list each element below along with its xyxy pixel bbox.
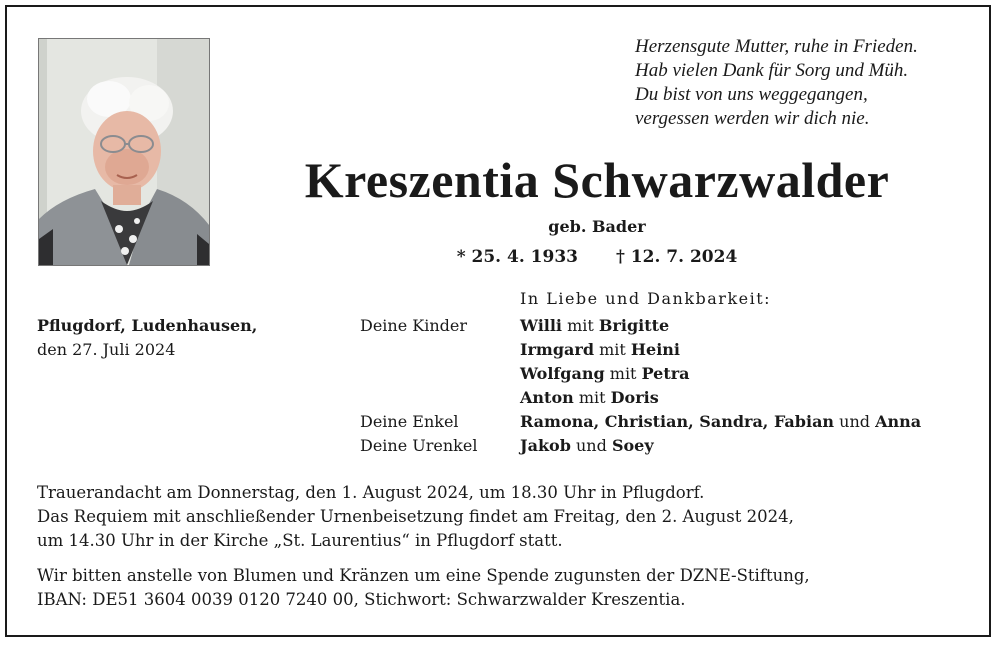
service-line: um 14.30 Uhr in der Kirche „St. Laurentius“ in Pflugdorf statt.: [37, 531, 563, 550]
death-date: † 12. 7. 2024: [616, 247, 738, 267]
donation-line: Wir bitten anstelle von Blumen und Kränzen um eine Spende zugunsten der DZNE-Stiftung,: [37, 566, 810, 585]
child-entry: Willi mit Brigitte: [520, 316, 670, 335]
poem-line: Hab vielen Dank für Sorg und Müh.: [635, 60, 909, 81]
poem: [635, 35, 975, 131]
child-entry: Anton mit Doris: [520, 388, 659, 407]
life-dates: [237, 247, 957, 267]
place-date: den 27. Juli 2024: [37, 340, 176, 359]
donation-line: IBAN: DE51 3604 0039 0120 7240 00, Stichwort: Schwarzwalder Kreszentia.: [37, 590, 686, 609]
deceased-name: Kreszentia Schwarzwalder: [304, 152, 890, 208]
service-line: Das Requiem mit anschließender Urnenbeisetzung findet am Freitag, den 2. August 2024,: [37, 507, 794, 526]
child-entry: Wolfgang mit Petra: [520, 364, 690, 383]
portrait-photo: [38, 38, 210, 266]
children-label: Deine Kinder: [360, 316, 468, 335]
birth-name: geb. Bader: [548, 217, 646, 236]
intro-line: In Liebe und Dankbarkeit:: [520, 289, 772, 308]
grandchildren-label: Deine Enkel: [360, 412, 459, 431]
poem-line: Du bist von uns weggegangen,: [635, 84, 868, 105]
poem-line: Herzensgute Mutter, ruhe in Frieden.: [635, 36, 918, 57]
grandchildren-entry: Ramona, Christian, Sandra, Fabian und Anna: [520, 412, 922, 431]
great-grandchildren-entry: Jakob und Soey: [520, 436, 654, 455]
obituary-card: [5, 5, 991, 637]
portrait-image: [39, 39, 209, 265]
birth-date: * 25. 4. 1933: [456, 247, 578, 267]
great-grandchildren-label: Deine Urenkel: [360, 436, 478, 455]
place-and-date: [37, 314, 257, 362]
service-line: Trauerandacht am Donnerstag, den 1. August 2024, um 18.30 Uhr in Pflugdorf.: [37, 483, 705, 502]
child-entry: Irmgard mit Heini: [520, 340, 681, 359]
poem-line: vergessen werden wir dich nie.: [635, 108, 870, 129]
place-location: Pflugdorf, Ludenhausen,: [37, 316, 258, 335]
